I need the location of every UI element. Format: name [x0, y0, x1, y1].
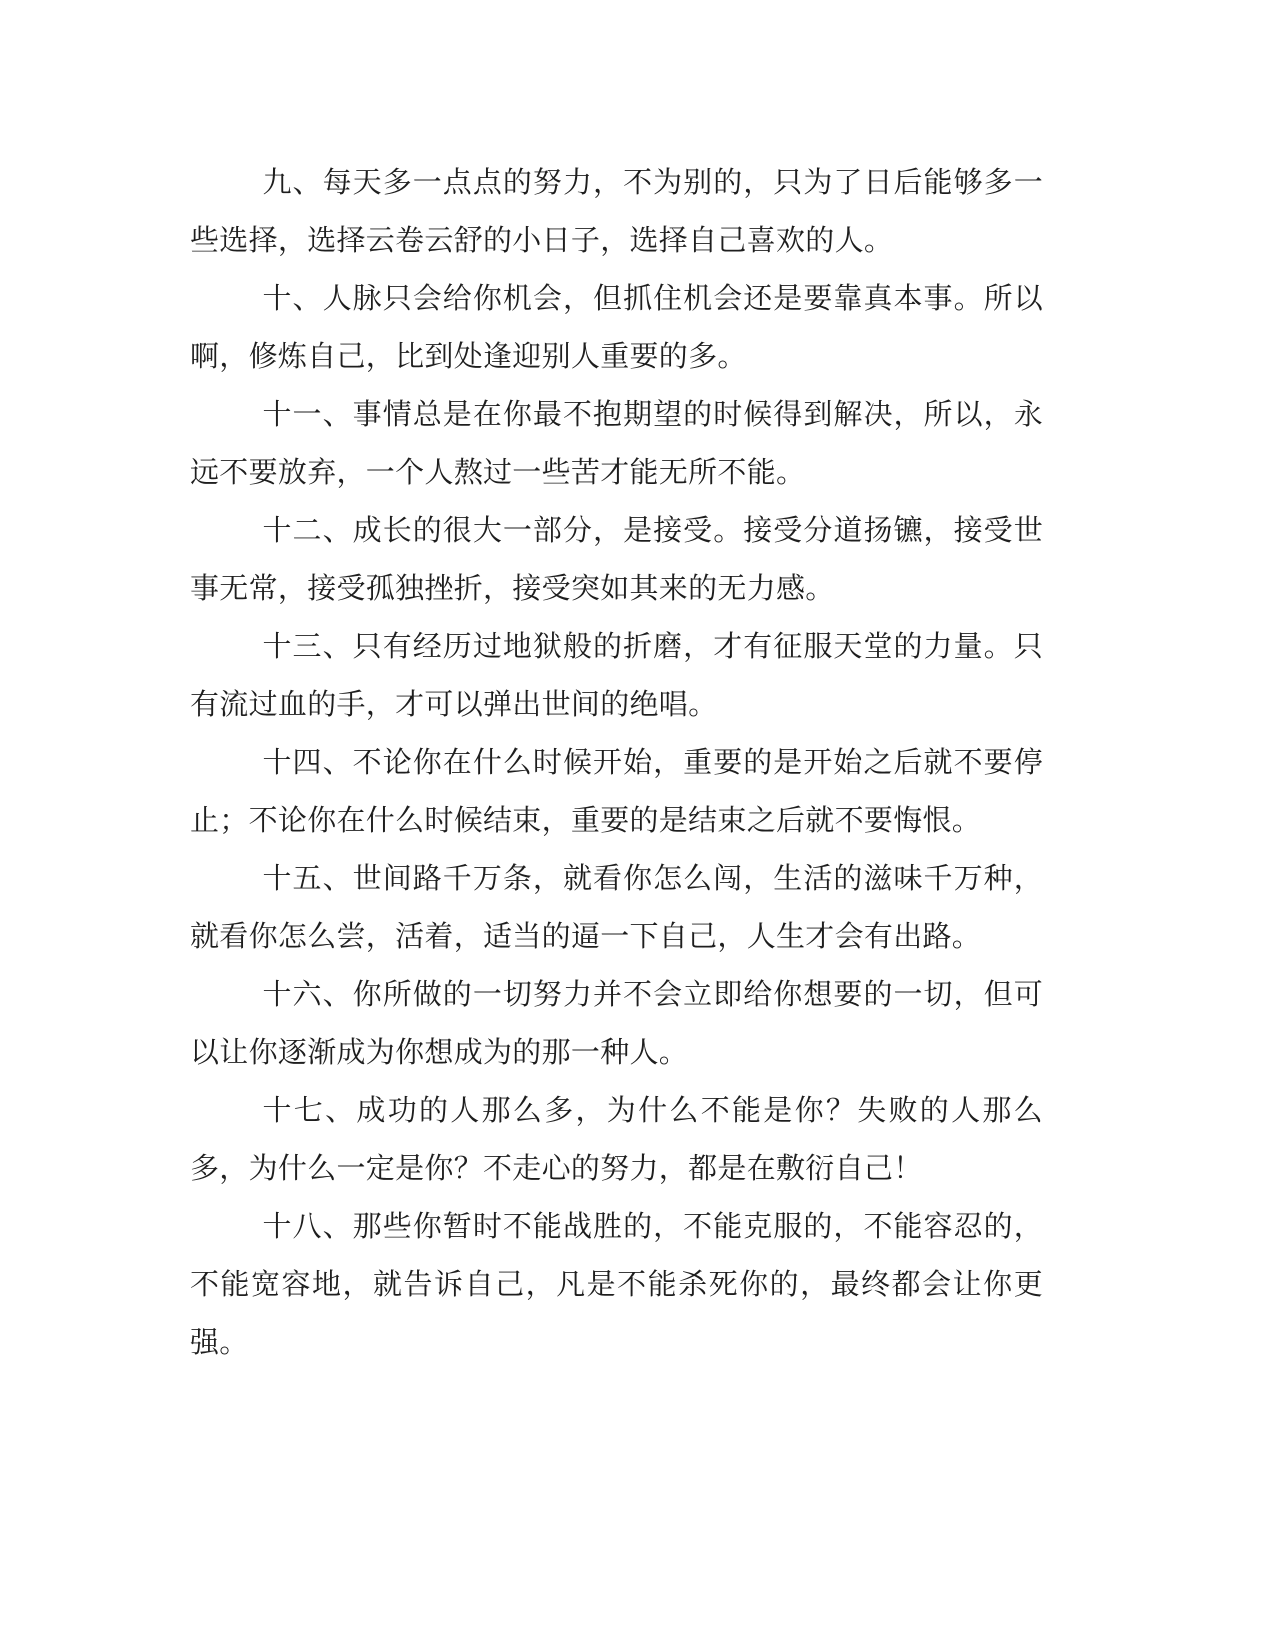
quote-paragraph-17: 十七、成功的人那么多，为什么不能是你？失败的人那么多，为什么一定是你？不走心的努力，都是在敷衍自己！ [190, 1093, 1043, 1185]
quote-paragraph-14: 十四、不论你在什么时候开始，重要的是开始之后就不要停止；不论你在什么时候结束，重要的是结束之后就不要悔恨。 [190, 745, 1043, 837]
quote-paragraph-12: 十二、成长的很大一部分，是接受。接受分道扬镳，接受世事无常，接受孤独挫折，接受突如其来的无力感。 [190, 513, 1043, 605]
quote-paragraph-9: 九、每天多一点点的努力，不为别的，只为了日后能够多一些选择，选择云卷云舒的小日子，选择自己喜欢的人。 [190, 165, 1043, 257]
quote-paragraph-15: 十五、世间路千万条，就看你怎么闯，生活的滋味千万种，就看你怎么尝，活着，适当的逼一下自己，人生才会有出路。 [190, 861, 1043, 953]
quote-paragraph-10: 十、人脉只会给你机会，但抓住机会还是要靠真本事。所以啊，修炼自己，比到处逢迎别人重要的多。 [190, 281, 1043, 373]
quote-paragraph-11: 十一、事情总是在你最不抱期望的时候得到解决，所以，永远不要放弃，一个人熬过一些苦才能无所不能。 [190, 397, 1043, 489]
document-body [190, 153, 1043, 1371]
quote-paragraph-16: 十六、你所做的一切努力并不会立即给你想要的一切，但可以让你逐渐成为你想成为的那一种人。 [190, 977, 1043, 1069]
quote-paragraph-18: 十八、那些你暂时不能战胜的，不能克服的，不能容忍的，不能宽容地，就告诉自己，凡是不能杀死你的，最终都会让你更强。 [190, 1209, 1043, 1359]
quote-paragraph-13: 十三、只有经历过地狱般的折磨，才有征服天堂的力量。只有流过血的手，才可以弹出世间的绝唱。 [190, 629, 1043, 721]
